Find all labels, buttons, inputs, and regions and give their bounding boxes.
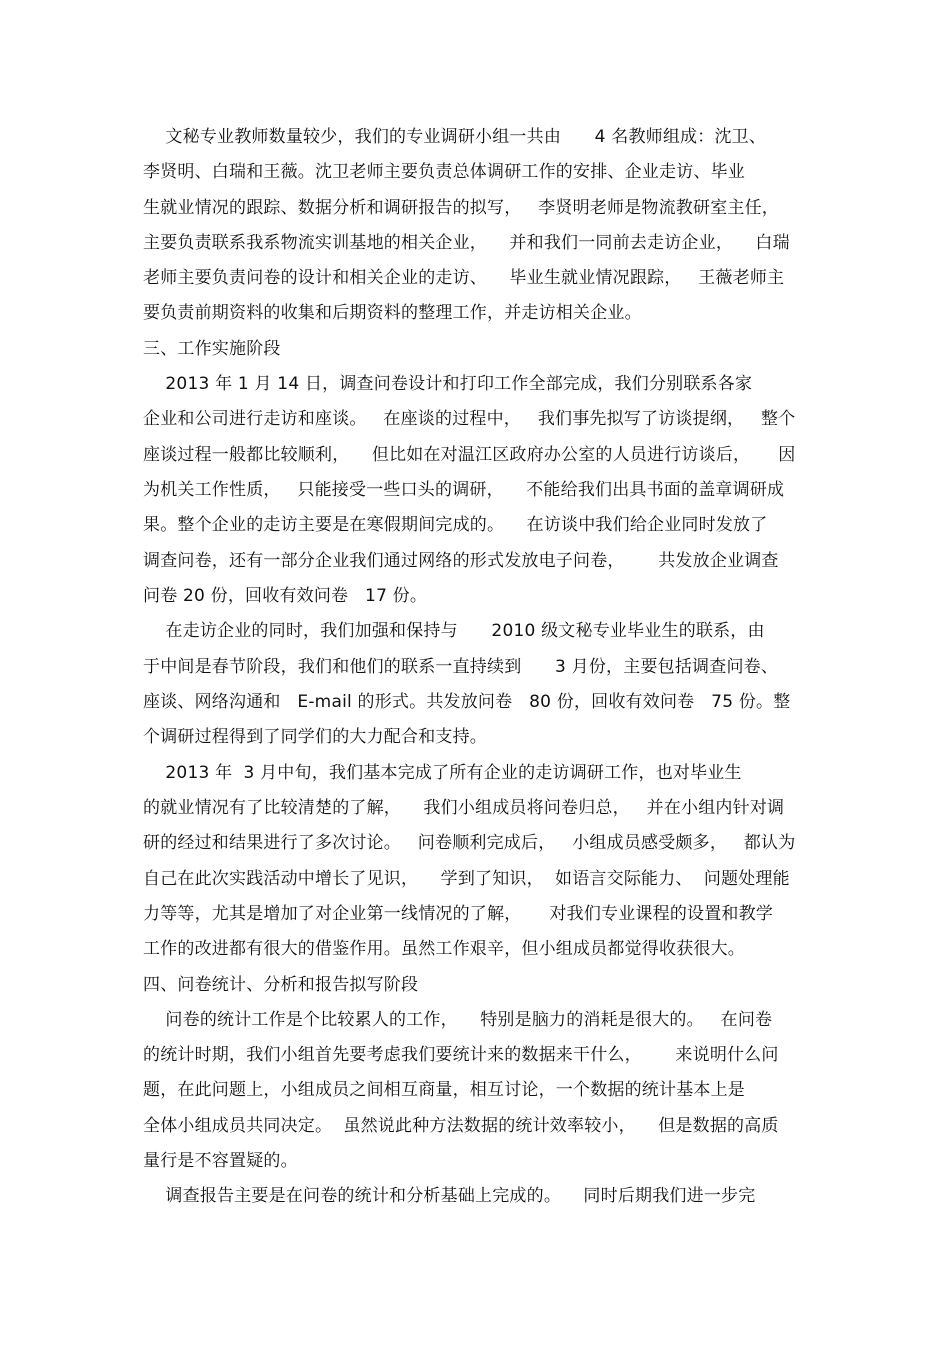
text-line: 李贤明、白瑞和王薇。沈卫老师主要负责总体调研工作的安排、企业走访、毕业 (143, 162, 745, 182)
text-line: 果。整个企业的走访主要是在寒假期间完成的。 在访谈中我们给企业同时发放了 (143, 515, 768, 535)
text-line: 研的经过和结果进行了多次讨论。 问卷顺利完成后， 小组成员感受颇多， 都认为 (143, 833, 796, 853)
text-line: 个调研过程得到了同学们的大力配合和支持。 (143, 727, 487, 747)
text-line: 文秘专业教师数量较少，我们的专业调研小组一共由 4 名教师组成：沈卫、 (143, 127, 767, 147)
text-line: 生就业情况的跟踪、数据分析和调研报告的拟写， 李贤明老师是物流教研室主任， (143, 198, 780, 218)
text-line: 量行是不容置疑的。 (143, 1151, 298, 1171)
text-line: 座谈过程一般都比较顺利， 但比如在对温江区政府办公室的人员进行访谈后， 因 (143, 445, 796, 465)
text-line: 工作的改进都有很大的借鉴作用。虽然工作艰辛，但小组成员都觉得收获很大。 (143, 939, 745, 959)
text-line: 调查报告主要是在问卷的统计和分析基础上完成的。 同时后期我们进一步完 (143, 1186, 756, 1206)
text-line: 于中间是春节阶段，我们和他们的联系一直持续到 3 月份，主要包括调查问卷、 (143, 657, 779, 677)
text-line: 座谈、网络沟通和 E-mail 的形式。共发放问卷 80 份，回收有效问卷 75 份。整 (143, 692, 791, 712)
text-line: 题，在此问题上，小组成员之间相互商量，相互讨论，一个数据的统计基本上是 (143, 1080, 745, 1100)
text-line: 调查问卷，还有一部分企业我们通过网络的形式发放电子问卷， 共发放企业调查 (143, 551, 779, 571)
text-line: 要负责前期资料的收集和后期资料的整理工作，并走访相关企业。 (143, 303, 642, 323)
text-line: 主要负责联系我系物流实训基地的相关企业， 并和我们一同前去走访企业， 白瑞 (143, 233, 790, 253)
text-line: 全体小组成员共同决定。 虽然说此种方法数据的统计效率较小， 但是数据的高质 (143, 1116, 779, 1136)
text-line: 问卷的统计工作是个比较累人的工作， 特别是脑力的消耗是很大的。 在问卷 (143, 1010, 773, 1030)
text-line: 2013 年 1 月 14 日，调查问卷设计和打印工作全部完成，我们分别联系各家 (143, 374, 753, 394)
text-line: 企业和公司进行走访和座谈。 在座谈的过程中， 我们事先拟写了访谈提纲， 整个 (143, 409, 796, 429)
text-line: 问卷 20 份，回收有效问卷 17 份。 (143, 586, 428, 606)
text-line: 的统计时期，我们小组首先要考虑我们要统计来的数据来干什么， 来说明什么问 (143, 1045, 779, 1065)
text-line: 自己在此次实践活动中增长了见识， 学到了知识， 如语言交际能力、 问题处理能 (143, 869, 790, 889)
text-line: 老师主要负责问卷的设计和相关企业的走访、 毕业生就业情况跟踪， 王薇老师主 (143, 268, 785, 288)
text-line: 在走访企业的同时，我们加强和保持与 2010 级文秘专业毕业生的联系，由 (143, 621, 765, 641)
text-line: 的就业情况有了比较清楚的了解， 我们小组成员将问卷归总， 并在小组内针对调 (143, 798, 785, 818)
text-line: 2013 年 3 月中旬，我们基本完成了所有企业的走访调研工作，也对毕业生 (143, 763, 742, 783)
text-line: 三、工作实施阶段 (143, 339, 281, 359)
text-line: 四、问卷统计、分析和报告拟写阶段 (143, 975, 419, 995)
text-line: 力等等，尤其是增加了对企业第一线情况的了解， 对我们专业课程的设置和教学 (143, 904, 774, 924)
text-line: 为机关工作性质， 只能接受一些口头的调研， 不能给我们出具书面的盖章调研成 (143, 480, 785, 500)
